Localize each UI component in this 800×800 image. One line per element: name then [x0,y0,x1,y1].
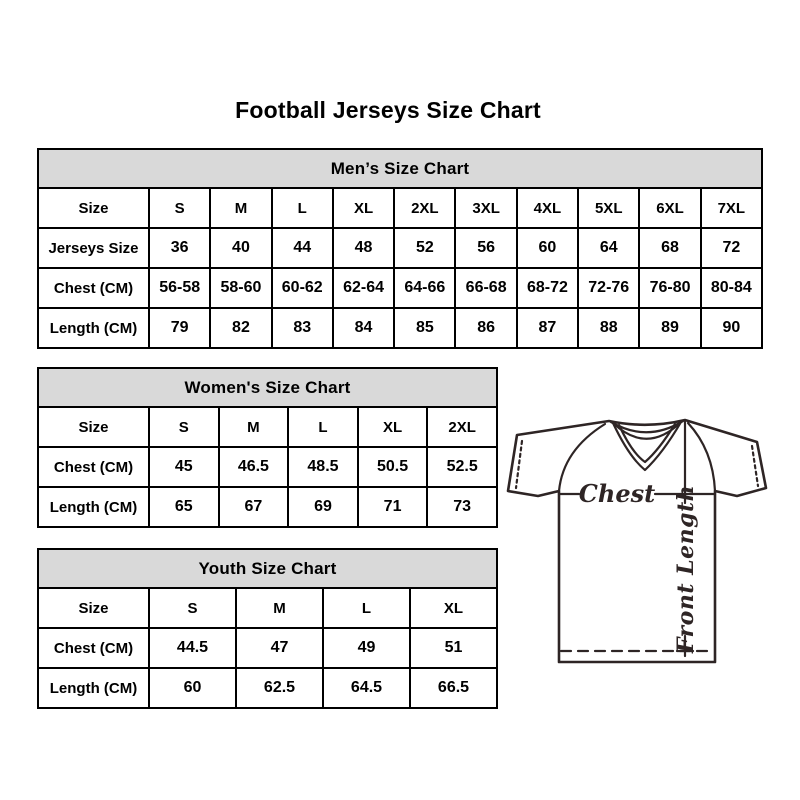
value-cell: 72-76 [578,268,639,308]
value-cell: 56-58 [149,268,210,308]
value-cell: 60-62 [272,268,333,308]
value-cell: 71 [358,487,428,527]
value-cell: 52 [394,228,455,268]
value-cell: 73 [427,487,497,527]
value-cell: 64-66 [394,268,455,308]
value-cell: 90 [701,308,762,348]
value-cell: 40 [210,228,271,268]
value-cell: 88 [578,308,639,348]
value-cell: 50.5 [358,447,428,487]
value-cell: 52.5 [427,447,497,487]
youth-size-table [37,548,498,709]
front-length-label: Front Length [673,484,699,654]
value-cell: 60 [149,668,236,708]
value-cell: 36 [149,228,210,268]
column-header: M [219,407,289,447]
table-title: Youth Size Chart [38,549,497,588]
value-cell: 89 [639,308,700,348]
column-header: S [149,588,236,628]
womens-size-table [37,367,498,528]
row-label: Length (CM) [38,487,149,527]
column-header: L [323,588,410,628]
value-cell: 44 [272,228,333,268]
corner-header: Size [38,188,149,228]
corner-header: Size [38,407,149,447]
value-cell: 64.5 [323,668,410,708]
chest-label: Chest [578,479,656,508]
value-cell: 87 [517,308,578,348]
mens-size-table [37,148,763,349]
value-cell: 65 [149,487,219,527]
value-cell: 62.5 [236,668,323,708]
value-cell: 83 [272,308,333,348]
row-label: Length (CM) [38,308,149,348]
column-header: 3XL [455,188,516,228]
value-cell: 48 [333,228,394,268]
table-title: Men’s Size Chart [38,149,762,188]
value-cell: 46.5 [219,447,289,487]
column-header: L [288,407,358,447]
value-cell: 66.5 [410,668,497,708]
value-cell: 60 [517,228,578,268]
column-header: 5XL [578,188,639,228]
row-label: Jerseys Size [38,228,149,268]
value-cell: 86 [455,308,516,348]
table-row [38,487,497,527]
column-header: 2XL [427,407,497,447]
value-cell: 82 [210,308,271,348]
value-cell: 67 [219,487,289,527]
column-header: 4XL [517,188,578,228]
value-cell: 62-64 [333,268,394,308]
value-cell: 49 [323,628,410,668]
table-title: Women's Size Chart [38,368,497,407]
page-title: Football Jerseys Size Chart [235,97,541,123]
column-header: XL [410,588,497,628]
table-row [38,628,497,668]
column-header: M [210,188,271,228]
column-header: S [149,407,219,447]
table-row [38,447,497,487]
row-label: Chest (CM) [38,628,149,668]
table-row [38,268,762,308]
row-label: Chest (CM) [38,447,149,487]
table-row [38,308,762,348]
column-header: 2XL [394,188,455,228]
column-header: 6XL [639,188,700,228]
value-cell: 84 [333,308,394,348]
value-cell: 58-60 [210,268,271,308]
value-cell: 64 [578,228,639,268]
jersey-measurement-diagram [505,408,775,680]
column-header: S [149,188,210,228]
corner-header: Size [38,588,149,628]
value-cell: 69 [288,487,358,527]
row-label: Chest (CM) [38,268,149,308]
value-cell: 76-80 [639,268,700,308]
value-cell: 68-72 [517,268,578,308]
column-header: XL [333,188,394,228]
column-header: 7XL [701,188,762,228]
table-row [38,668,497,708]
value-cell: 72 [701,228,762,268]
value-cell: 51 [410,628,497,668]
value-cell: 45 [149,447,219,487]
column-header: M [236,588,323,628]
value-cell: 79 [149,308,210,348]
value-cell: 66-68 [455,268,516,308]
value-cell: 85 [394,308,455,348]
row-label: Length (CM) [38,668,149,708]
column-header: XL [358,407,428,447]
value-cell: 68 [639,228,700,268]
column-header: L [272,188,333,228]
value-cell: 80-84 [701,268,762,308]
value-cell: 47 [236,628,323,668]
value-cell: 48.5 [288,447,358,487]
table-row [38,228,762,268]
value-cell: 44.5 [149,628,236,668]
value-cell: 56 [455,228,516,268]
